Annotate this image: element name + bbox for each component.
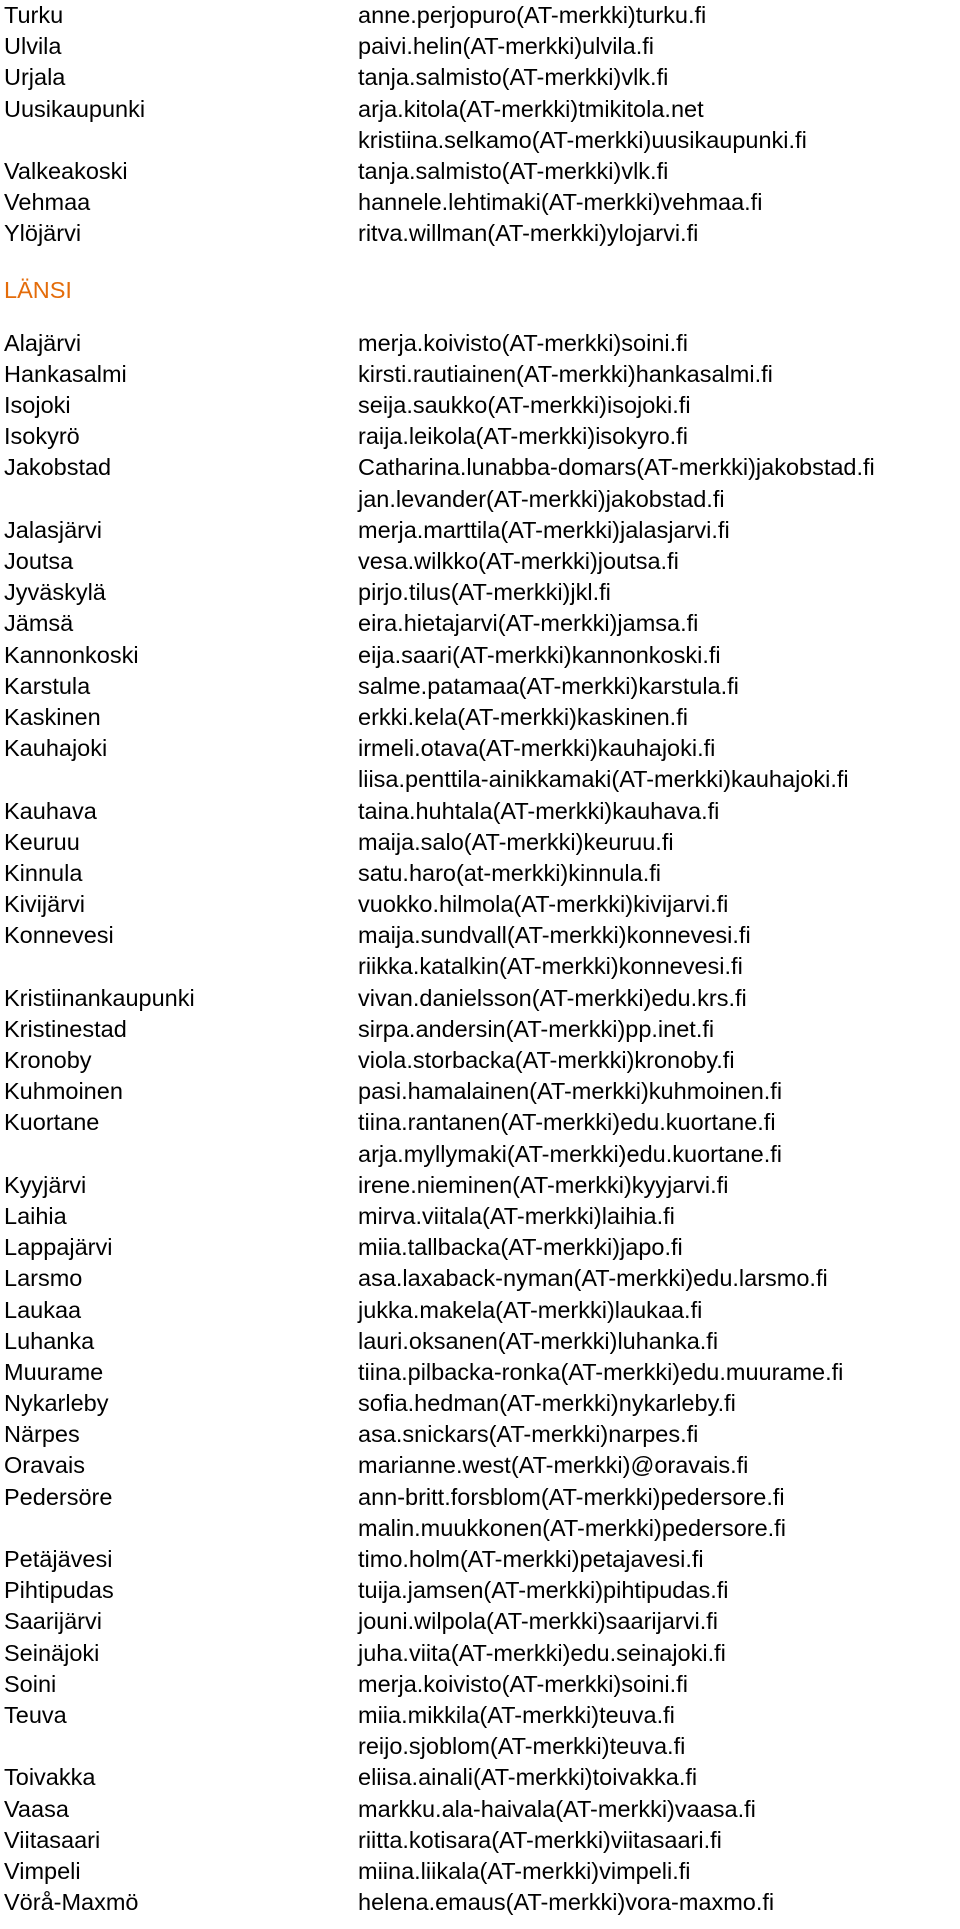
contact-row [4, 1014, 954, 1045]
contact-email: arja.myllymaki(AT-merkki)edu.kuortane.fi [358, 1140, 782, 1167]
municipality-name: Kinnula [4, 859, 83, 886]
municipality-name: Ylöjärvi [4, 220, 82, 247]
municipality-name: Kauhava [4, 797, 97, 824]
contact-row [4, 983, 954, 1014]
contact-row [4, 827, 954, 858]
municipality-name: Kaskinen [4, 703, 101, 730]
contact-row [4, 702, 954, 733]
contact-email: vesa.wilkko(AT-merkki)joutsa.fi [358, 548, 679, 574]
contact-email: salme.patamaa(AT-merkki)karstula.fi [358, 672, 739, 699]
contact-email: marianne.west(AT-merkki)@oravais.fi [358, 1452, 749, 1479]
contact-row [4, 546, 954, 577]
contact-email: erkki.kela(AT-merkki)kaskinen.fi [358, 703, 688, 730]
section-heading-lansi: LÄNSI [4, 276, 72, 303]
municipality-name: Vehmaa [4, 189, 91, 216]
contact-email: Catharina.lunabba-domars(AT-merkki)jakobstad.fi [358, 454, 875, 481]
contact-list-section-2 [4, 328, 954, 1919]
contact-row [4, 1419, 954, 1450]
contact-row [4, 1201, 954, 1232]
contact-email: pasi.hamalainen(AT-merkki)kuhmoinen.fi [358, 1078, 783, 1105]
contact-row [4, 421, 954, 452]
municipality-name: Konnevesi [4, 922, 114, 949]
contact-list-section-1 [4, 0, 954, 250]
contact-row [4, 218, 954, 249]
contact-row [4, 1575, 954, 1606]
contact-row [4, 1388, 954, 1419]
contact-email: kristiina.selkamo(AT-merkki)uusikaupunki.fi [358, 126, 807, 153]
contact-row [4, 1045, 954, 1076]
contact-row [4, 951, 954, 982]
municipality-name: Isokyrö [4, 423, 80, 450]
municipality-name: Joutsa [4, 548, 74, 574]
municipality-name: Kannonkoski [4, 641, 139, 668]
contact-row [4, 1295, 954, 1326]
municipality-name: Jakobstad [4, 454, 112, 481]
municipality-name: Laihia [4, 1202, 67, 1229]
contact-email: maija.sundvall(AT-merkki)konnevesi.fi [358, 922, 751, 949]
contact-row [4, 1825, 954, 1856]
contact-row [4, 1762, 954, 1793]
contact-email: paivi.helin(AT-merkki)ulvila.fi [358, 33, 654, 60]
contact-row [4, 733, 954, 764]
municipality-name: Oravais [4, 1452, 85, 1479]
contact-row [4, 920, 954, 951]
contact-row [4, 484, 954, 515]
contact-email: irene.nieminen(AT-merkki)kyyjarvi.fi [358, 1171, 729, 1198]
contact-email: tanja.salmisto(AT-merkki)vlk.fi [358, 157, 669, 184]
contact-row [4, 1450, 954, 1481]
contact-row [4, 577, 954, 608]
municipality-name: Närpes [4, 1421, 80, 1448]
municipality-name: Muurame [4, 1358, 104, 1385]
contact-row [4, 1887, 954, 1918]
municipality-name: Soini [4, 1670, 57, 1697]
municipality-name: Teuva [4, 1701, 67, 1728]
municipality-name: Kyyjärvi [4, 1171, 87, 1198]
contact-email: kirsti.rautiainen(AT-merkki)hankasalmi.fi [358, 360, 773, 387]
municipality-name: Saarijärvi [4, 1608, 102, 1635]
contact-email: asa.snickars(AT-merkki)narpes.fi [358, 1421, 699, 1448]
municipality-name: Vaasa [4, 1795, 69, 1822]
contact-email: anne.perjopuro(AT-merkki)turku.fi [358, 2, 707, 28]
municipality-name: Isojoki [4, 392, 71, 419]
contact-email: sofia.hedman(AT-merkki)nykarleby.fi [358, 1390, 736, 1417]
contact-email: miia.tallbacka(AT-merkki)japo.fi [358, 1234, 683, 1261]
contact-row [4, 125, 954, 156]
contact-email: merja.koivisto(AT-merkki)soini.fi [358, 329, 688, 356]
municipality-name: Toivakka [4, 1764, 96, 1791]
contact-email: raija.leikola(AT-merkki)isokyro.fi [358, 423, 688, 450]
contact-row [4, 1107, 954, 1138]
contact-row [4, 62, 954, 93]
municipality-name: Luhanka [4, 1327, 95, 1354]
contact-email: reijo.sjoblom(AT-merkki)teuva.fi [358, 1733, 686, 1760]
contact-email: jukka.makela(AT-merkki)laukaa.fi [358, 1296, 703, 1323]
municipality-name: Pedersöre [4, 1483, 113, 1510]
municipality-name: Valkeakoski [4, 157, 128, 184]
contact-email: eira.hietajarvi(AT-merkki)jamsa.fi [358, 610, 699, 637]
contact-row [4, 1794, 954, 1825]
contact-email: miia.mikkila(AT-merkki)teuva.fi [358, 1701, 675, 1728]
municipality-name: Karstula [4, 672, 91, 699]
contact-email: tanja.salmisto(AT-merkki)vlk.fi [358, 64, 669, 91]
contact-row [4, 1482, 954, 1513]
contact-row [4, 1638, 954, 1669]
municipality-name: Laukaa [4, 1296, 82, 1323]
contact-email: satu.haro(at-merkki)kinnula.fi [358, 859, 661, 886]
contact-email: jan.levander(AT-merkki)jakobstad.fi [358, 485, 725, 512]
municipality-name: Pihtipudas [4, 1577, 114, 1604]
municipality-name: Kuortane [4, 1109, 100, 1136]
contact-row [4, 94, 954, 125]
contact-email: eliisa.ainali(AT-merkki)toivakka.fi [358, 1764, 698, 1791]
contact-email: viola.storbacka(AT-merkki)kronoby.fi [358, 1047, 735, 1073]
contact-email: liisa.penttila-ainikkamaki(AT-merkki)kauhajoki.fi [358, 766, 849, 793]
contact-row [4, 1669, 954, 1700]
municipality-name: Nykarleby [4, 1390, 109, 1417]
contact-row [4, 608, 954, 639]
contact-row [4, 515, 954, 546]
municipality-name: Ulvila [4, 33, 62, 60]
contact-row [4, 1544, 954, 1575]
contact-row [4, 1513, 954, 1544]
municipality-name: Vimpeli [4, 1857, 81, 1884]
contact-row [4, 0, 954, 31]
municipality-name: Jyväskylä [4, 579, 106, 606]
contact-row [4, 1856, 954, 1887]
contact-email: maija.salo(AT-merkki)keuruu.fi [358, 828, 674, 855]
contact-email: vuokko.hilmola(AT-merkki)kivijarvi.fi [358, 891, 729, 918]
contact-email: tuija.jamsen(AT-merkki)pihtipudas.fi [358, 1577, 729, 1604]
contact-email: ann-britt.forsblom(AT-merkki)pedersore.fi [358, 1483, 785, 1510]
municipality-name: Uusikaupunki [4, 95, 146, 122]
contact-email: miina.liikala(AT-merkki)vimpeli.fi [358, 1857, 691, 1884]
municipality-name: Alajärvi [4, 329, 82, 356]
contact-email: juha.viita(AT-merkki)edu.seinajoki.fi [358, 1639, 726, 1666]
municipality-name: Kuhmoinen [4, 1078, 123, 1105]
municipality-name: Kronoby [4, 1047, 92, 1073]
municipality-name: Turku [4, 2, 64, 28]
contact-row [4, 390, 954, 421]
contact-email: tiina.rantanen(AT-merkki)edu.kuortane.fi [358, 1109, 776, 1136]
contact-row [4, 640, 954, 671]
contact-row [4, 1731, 954, 1762]
municipality-name: Petäjävesi [4, 1546, 113, 1572]
contact-row [4, 1357, 954, 1388]
contact-row [4, 452, 954, 483]
contact-row [4, 1263, 954, 1294]
contact-row [4, 187, 954, 218]
contact-email: ritva.willman(AT-merkki)ylojarvi.fi [358, 220, 699, 247]
contact-email: eija.saari(AT-merkki)kannonkoski.fi [358, 641, 721, 668]
contact-email: sirpa.andersin(AT-merkki)pp.inet.fi [358, 1015, 715, 1042]
contact-email: riikka.katalkin(AT-merkki)konnevesi.fi [358, 953, 743, 980]
contact-row [4, 671, 954, 702]
contact-email: tiina.pilbacka-ronka(AT-merkki)edu.muurame.fi [358, 1358, 844, 1385]
contact-row [4, 889, 954, 920]
contact-email: malin.muukkonen(AT-merkki)pedersore.fi [358, 1514, 786, 1541]
contact-email: taina.huhtala(AT-merkki)kauhava.fi [358, 797, 720, 824]
contact-row [4, 156, 954, 187]
contact-email: timo.holm(AT-merkki)petajavesi.fi [358, 1546, 704, 1572]
contact-row [4, 1076, 954, 1107]
contact-email: arja.kitola(AT-merkki)tmikitola.net [358, 95, 704, 122]
contact-row [4, 858, 954, 889]
contact-email: pirjo.tilus(AT-merkki)jkl.fi [358, 579, 611, 606]
contact-email: riitta.kotisara(AT-merkki)viitasaari.fi [358, 1826, 722, 1853]
contact-email: hannele.lehtimaki(AT-merkki)vehmaa.fi [358, 189, 763, 216]
municipality-name: Viitasaari [4, 1826, 101, 1853]
contact-row [4, 1606, 954, 1637]
contact-email: seija.saukko(AT-merkki)isojoki.fi [358, 392, 691, 419]
contact-email: asa.laxaback-nyman(AT-merkki)edu.larsmo.fi [358, 1265, 828, 1292]
contact-row [4, 764, 954, 795]
contact-email: mirva.viitala(AT-merkki)laihia.fi [358, 1202, 675, 1229]
municipality-name: Jämsä [4, 610, 74, 637]
contact-row [4, 1232, 954, 1263]
contact-row [4, 796, 954, 827]
contact-row [4, 1139, 954, 1170]
contact-email: helena.emaus(AT-merkki)vora-maxmo.fi [358, 1889, 775, 1916]
municipality-name: Hankasalmi [4, 360, 127, 387]
contact-row [4, 31, 954, 62]
municipality-name: Lappajärvi [4, 1234, 113, 1261]
contact-email: lauri.oksanen(AT-merkki)luhanka.fi [358, 1327, 719, 1354]
contact-row [4, 1170, 954, 1201]
contact-row [4, 359, 954, 390]
contact-email: markku.ala-haivala(AT-merkki)vaasa.fi [358, 1795, 756, 1822]
municipality-name: Kristiinankaupunki [4, 984, 195, 1011]
municipality-name: Vörå-Maxmö [4, 1889, 139, 1916]
contact-document [4, 0, 954, 1918]
contact-email: irmeli.otava(AT-merkki)kauhajoki.fi [358, 735, 716, 762]
municipality-name: Kristinestad [4, 1015, 127, 1042]
contact-email: jouni.wilpola(AT-merkki)saarijarvi.fi [358, 1608, 718, 1635]
municipality-name: Seinäjoki [4, 1639, 100, 1666]
contact-email: merja.koivisto(AT-merkki)soini.fi [358, 1670, 688, 1697]
municipality-name: Kauhajoki [4, 735, 108, 762]
contact-row [4, 328, 954, 359]
contact-row [4, 1700, 954, 1731]
municipality-name: Jalasjärvi [4, 516, 102, 543]
municipality-name: Kivijärvi [4, 891, 85, 918]
contact-email: merja.marttila(AT-merkki)jalasjarvi.fi [358, 516, 730, 543]
municipality-name: Larsmo [4, 1265, 83, 1292]
contact-row [4, 1326, 954, 1357]
municipality-name: Keuruu [4, 828, 80, 855]
municipality-name: Urjala [4, 64, 66, 91]
contact-email: vivan.danielsson(AT-merkki)edu.krs.fi [358, 984, 747, 1011]
